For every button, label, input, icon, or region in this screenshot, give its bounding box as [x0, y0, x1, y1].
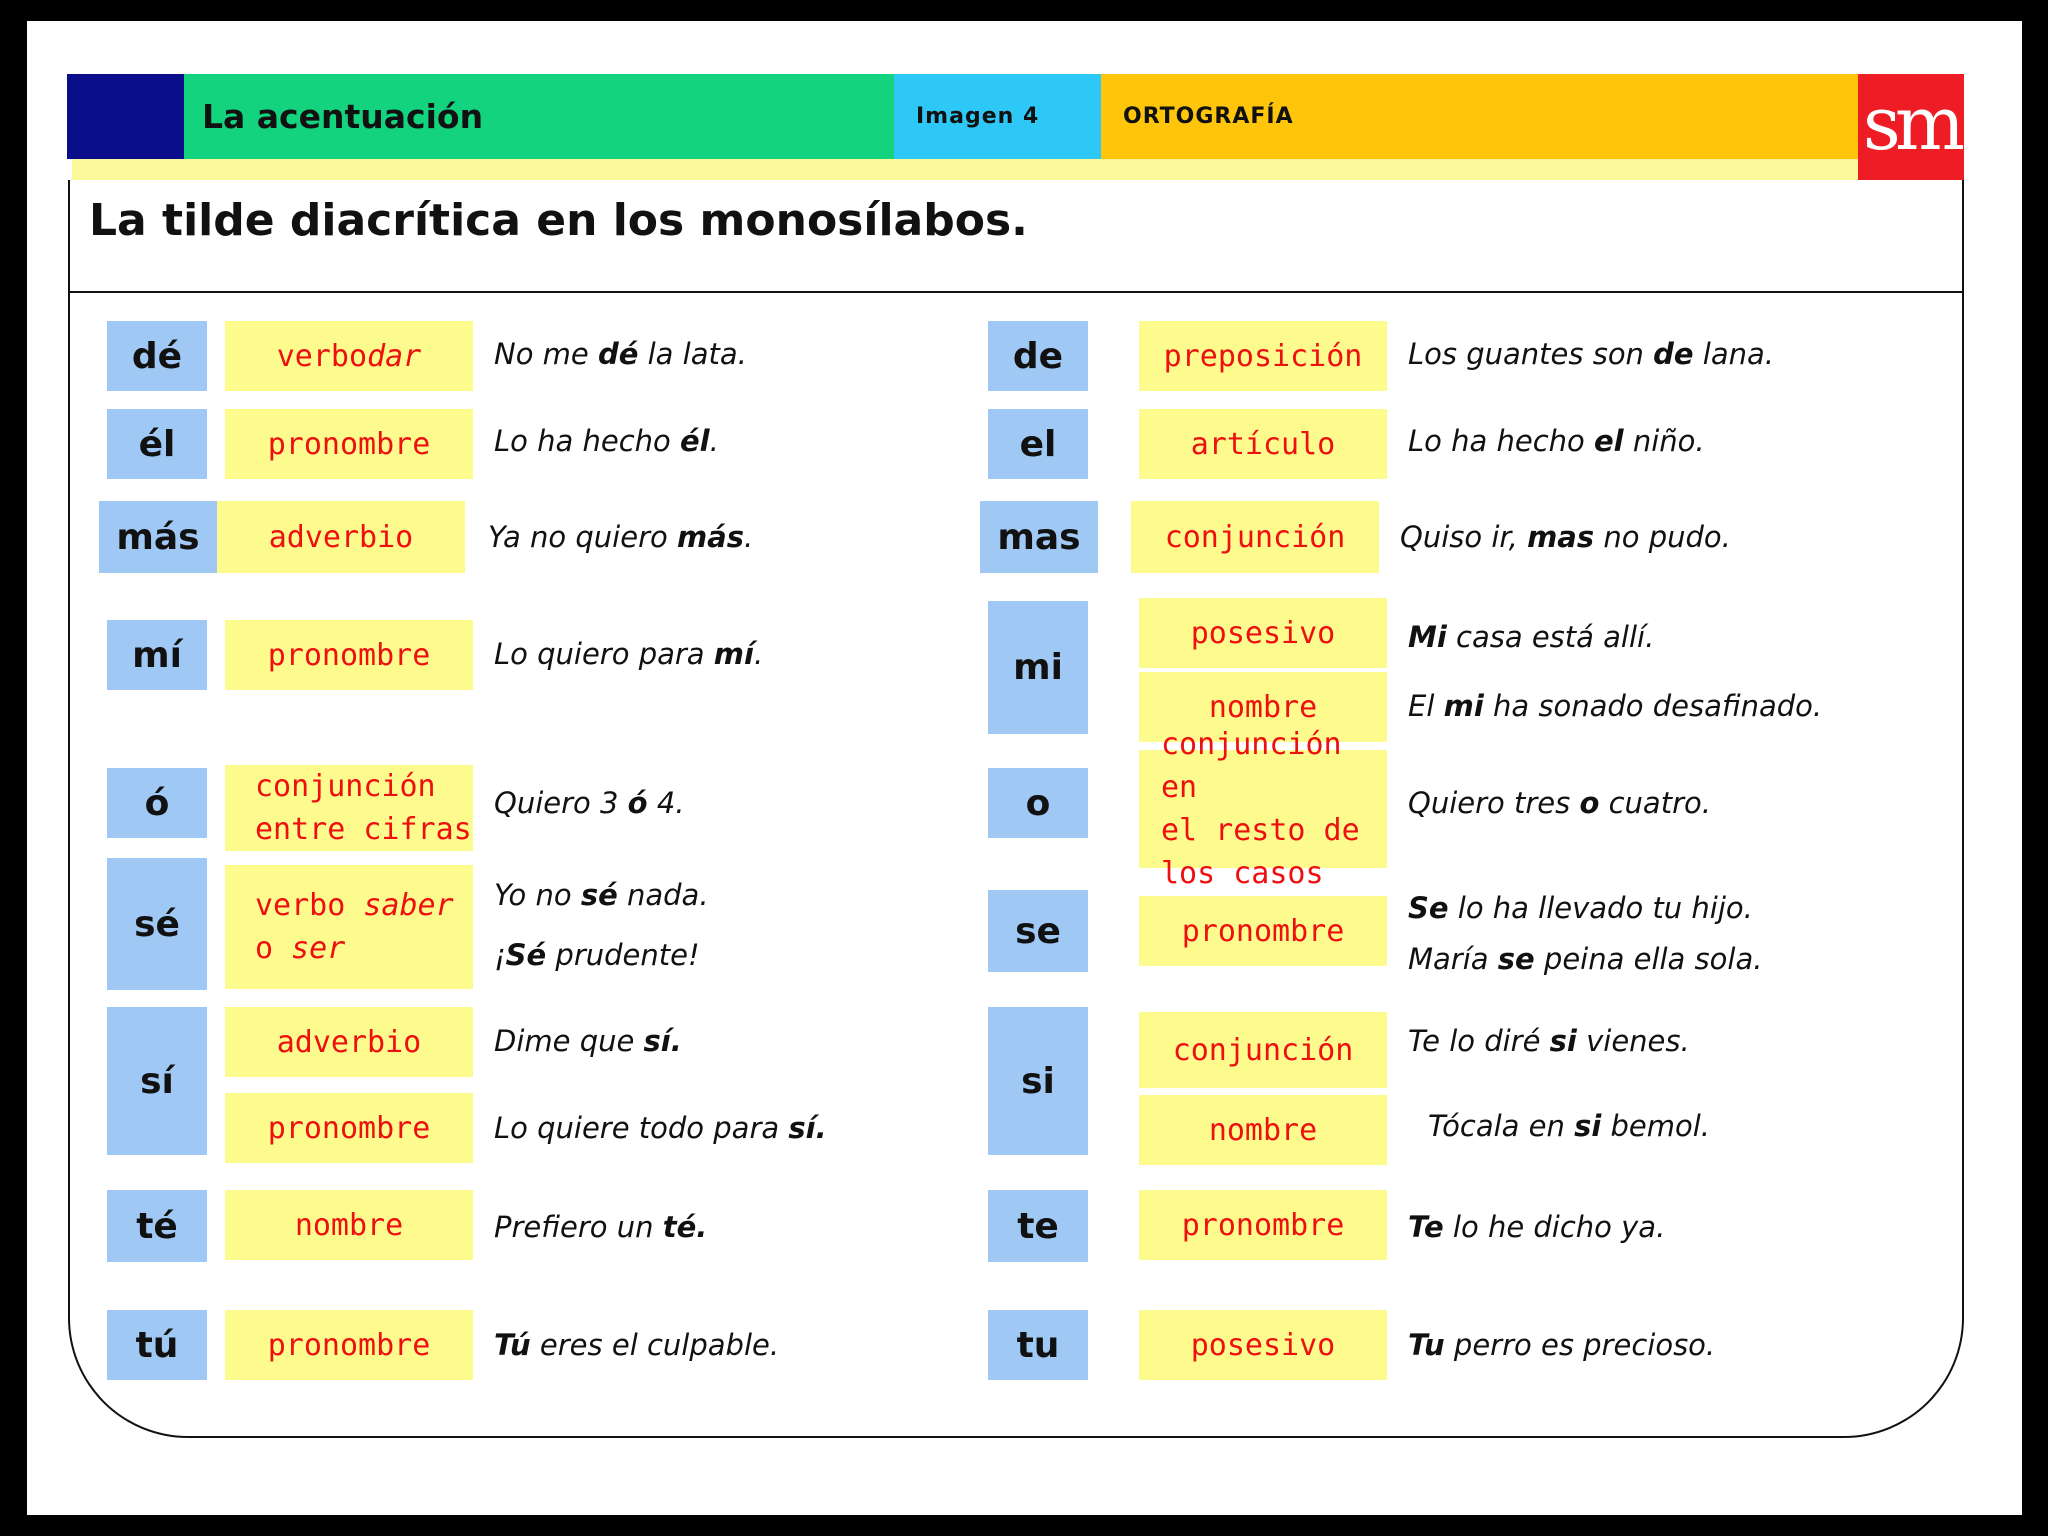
category-box: pronombre	[1139, 896, 1387, 966]
category-line: verbo saber	[255, 888, 454, 923]
sm-logo: sm	[1858, 74, 1964, 180]
word-box: de	[988, 321, 1088, 391]
word-box: dé	[107, 321, 207, 391]
example-sentence: Lo quiero para mí.	[494, 637, 764, 671]
category-box: pronombre	[225, 409, 473, 479]
category-text: verbo	[276, 338, 368, 374]
category-line: conjunción	[255, 769, 436, 804]
example-sentence: Te lo he dicho ya.	[1408, 1210, 1666, 1244]
category-line: conjunción en	[1161, 727, 1342, 805]
word-box: té	[107, 1190, 207, 1262]
header-topic-bar	[184, 74, 894, 159]
section-label: ORTOGRAFÍA	[1123, 104, 1294, 129]
example-sentence: Prefiero un té.	[494, 1210, 708, 1244]
word-box: mas	[980, 501, 1098, 573]
word-box: tú	[107, 1310, 207, 1380]
category-em: dar	[367, 338, 422, 374]
example-sentence: No me dé la lata.	[494, 337, 747, 371]
example-sentence: Dime que sí.	[494, 1024, 682, 1058]
category-box: pronombre	[225, 1093, 473, 1163]
example-sentence: Quiero 3 ó 4.	[494, 786, 685, 820]
category-line: los casos	[1161, 856, 1324, 891]
word-box: te	[988, 1190, 1088, 1262]
word-box: mi	[988, 601, 1088, 734]
category-box: preposición	[1139, 321, 1387, 391]
example-sentence: Ya no quiero más.	[488, 520, 754, 554]
category-line: entre cifras	[255, 812, 472, 847]
example-sentence: Los guantes son de lana.	[1408, 337, 1775, 371]
word-box: o	[988, 768, 1088, 838]
word-box: tu	[988, 1310, 1088, 1380]
category-box: pronombre	[225, 620, 473, 690]
example-sentence: María se peina ella sola.	[1408, 942, 1763, 976]
word-box: el	[988, 409, 1088, 479]
category-box: adverbio	[217, 501, 465, 573]
category-box: conjunción	[1139, 1012, 1387, 1088]
image-label: Imagen 4	[916, 104, 1040, 129]
example-sentence: Quiso ir, mas no pudo.	[1400, 520, 1731, 554]
example-sentence: Se lo ha llevado tu hijo.	[1408, 891, 1753, 925]
word-box: se	[988, 890, 1088, 972]
header-image-bar	[894, 74, 1101, 159]
page-title: La tilde diacrítica en los monosílabos.	[89, 195, 1028, 246]
word-box: más	[99, 501, 217, 573]
word-box: sí	[107, 1007, 207, 1155]
header-section-bar	[1101, 74, 1858, 159]
example-sentence: Lo ha hecho el niño.	[1408, 424, 1705, 458]
example-sentence: Quiero tres o cuatro.	[1408, 786, 1711, 820]
word-box: ó	[107, 768, 207, 838]
category-box	[225, 865, 473, 989]
category-box: adverbio	[225, 1007, 473, 1077]
example-sentence: Yo no sé nada.	[494, 878, 709, 912]
example-sentence: Te lo diré si vienes.	[1408, 1024, 1690, 1058]
example-sentence: Mi casa está allí.	[1408, 620, 1655, 654]
category-box	[1139, 727, 1387, 891]
category-box: pronombre	[225, 1310, 473, 1380]
category-box	[225, 321, 473, 391]
word-box: sé	[107, 858, 207, 990]
example-sentence: Tócala en si bemol.	[1428, 1109, 1711, 1143]
category-box: pronombre	[1139, 1190, 1387, 1260]
word-box: si	[988, 1007, 1088, 1155]
category-box: nombre	[1139, 1095, 1387, 1165]
category-box	[225, 765, 473, 851]
category-box: nombre	[225, 1190, 473, 1260]
category-box: artículo	[1139, 409, 1387, 479]
topic-title: La acentuación	[202, 97, 484, 136]
category-box: nombre	[1139, 672, 1387, 742]
title-divider	[68, 291, 1964, 293]
example-sentence: El mi ha sonado desafinado.	[1408, 689, 1823, 723]
category-box: posesivo	[1139, 598, 1387, 668]
example-sentence: ¡Sé prudente!	[494, 938, 700, 972]
category-box: conjunción	[1131, 501, 1379, 573]
example-sentence: Tú eres el culpable.	[494, 1328, 780, 1362]
word-box: él	[107, 409, 207, 479]
category-line: el resto de	[1161, 813, 1360, 848]
word-box: mí	[107, 620, 207, 690]
example-sentence: Lo ha hecho él.	[494, 424, 719, 458]
header-underline-bar	[72, 159, 1858, 180]
category-box: posesivo	[1139, 1310, 1387, 1380]
category-line: o ser	[255, 931, 346, 966]
header-navy-block	[67, 74, 184, 159]
example-sentence: Lo quiere todo para sí.	[494, 1111, 827, 1145]
example-sentence: Tu perro es precioso.	[1408, 1328, 1716, 1362]
